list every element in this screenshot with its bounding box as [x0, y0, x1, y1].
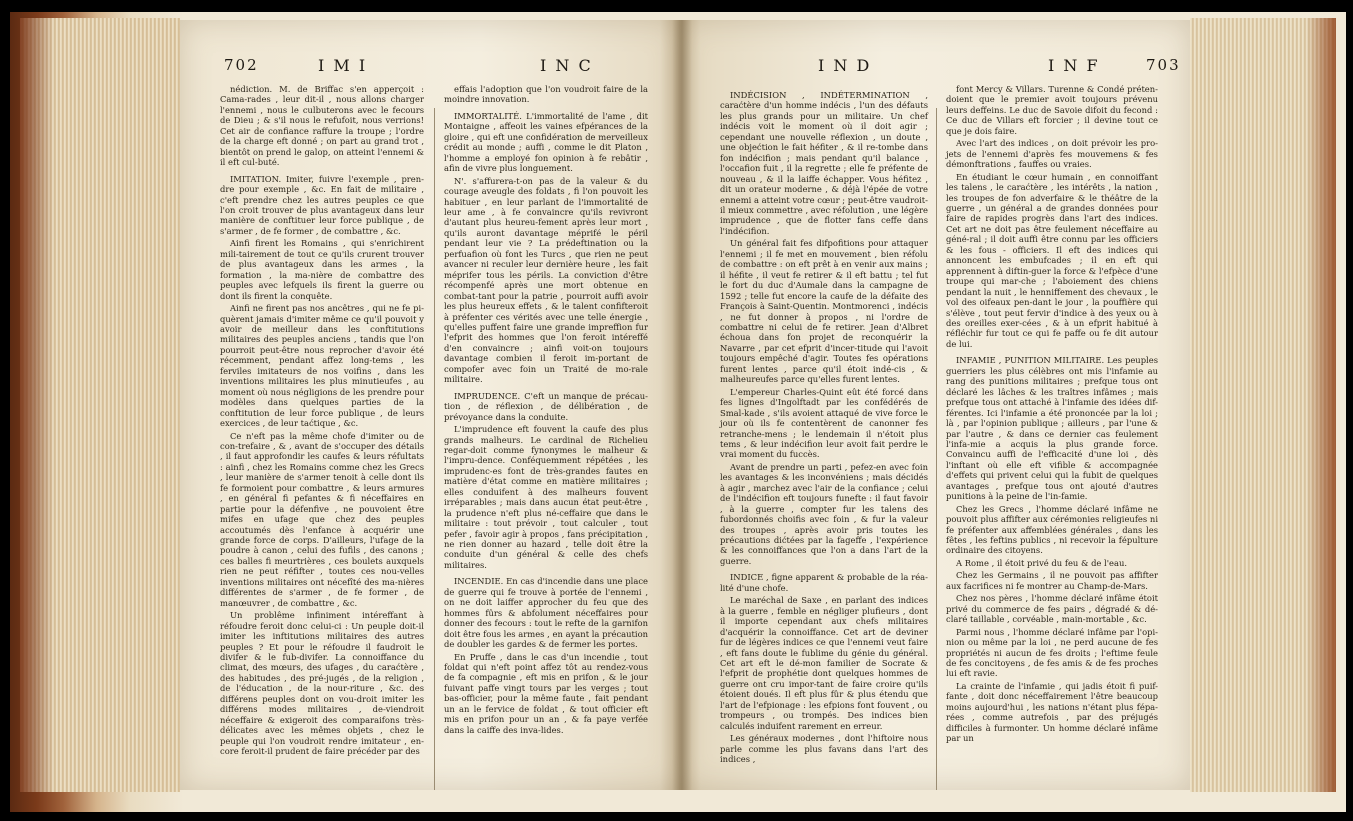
paragraph: La crainte de l'infamie , qui jadis étoit fi puif-fante , doit donc néceffairement l'être beaucoup moins aujourd'hui , les nations n'étant plus fépa-rées , comme autrefois , par des préjugés difficiles à furmonter. Un homme déclaré infâme par un — [946, 680, 1158, 744]
paragraph: Un général fait fes difpofitions pour attaquer l'ennemi ; il fe met en mouvement , bien réfolu de combattre : on eft prêt à en venir aux mains ; il héfite , il veut fe retirer & il eft battu ; tel fut le fort du duc d'Aumale dans la campagne de 1592 ; telle fut encore la caufe de la défaite des François à Saint-Quentin. Montmorenci , indécis , ne fut donner à propos , ni l'ordre de combattre ni celui de fe retirer. Jean d'Albret échoua dans fon projet de reconquérir la Navarre , par cet efprit d'incer-titude qui l'avoit toujours empêché d'agir. Toutes fes opérations furent lentes , parce qu'il étoit indé-cis , & malheureufes parce qu'elles furent lentes. — [720, 238, 928, 385]
left-page-number: 702 — [224, 56, 259, 74]
paragraph: INFAMIE , PUNITION MILITAIRE. Les peuples guerriers les plus célèbres ont mis l'infamie au rang des punitions militaires ; prefque tous ont déclaré les lâches & les traîtres infâmes ; mais prefque tous ont attaché à l'infamie des idées dif-férentes. Ici l'infamie a été prononcée par la loi ; là , par l'opinion publique ; ailleurs , par l'une & par l'autre , & dans ce dernier cas feulement l'infa-mie a acquis la plus grande force. Convaincu auffi de l'efficacité d'une loi , dès l'inftant où elle eft vifible & accompagnée d'effets qui privent celui qui la fubit de quelques avantages , prefque tous ont ajouté d'autres punitions à la peine de l'in-famie. — [946, 355, 1158, 502]
left-column-2 — [444, 84, 648, 737]
paragraph: Chez les Grecs , l'homme déclaré infâme ne pouvoit plus affifter aux cérémonies religieufes ni fe préfenter aux affemblées générales , dans les fêtes , les feftins publics , ni recevoir la fépulture ordinaire des citoyens. — [946, 503, 1158, 556]
right-column-1 — [720, 84, 928, 767]
left-running-header — [210, 54, 660, 80]
paragraph: nédiction. M. de Briffac s'en apperçoit : Cama-rades , leur dit-il , nous allons charger l'ennemi , nous le culbuterons avec le fecours de Dieu ; & s'il nous le refufoit, nous verrions! Cet air de confiance raffure la troupe ; l'ordre de la charge eft donné ; on part au grand trot , bientôt on prend le galop, on atteint l'ennemi & il eft cul-buté. — [220, 84, 424, 168]
right-column-2 — [946, 84, 1158, 746]
paragraph: Avec l'art des indices , on doit prévoir les pro-jets de l'ennemi d'après fes mouvemens & fes démonftrations , fauffes ou vraies. — [946, 138, 1158, 170]
paragraph: font Mercy & Villars. Turenne & Condé préten-doient que le premier avoit toujours prévenu leurs deffeins. Le duc de Savoie difoit du fecond : Ce duc de Villars eft forcier ; il devine tout ce que je dois faire. — [946, 84, 1158, 136]
paragraph: Le maréchal de Saxe , en parlant des indices à la guerre , femble en négliger plufieurs , dont il importe cependant aux chefs militaires d'acquérir la connoiffance. Cet art de deviner fur de légères indices ce que l'ennemi veut faire , eft fans doute le fublime du génie du général. Cet art eft le dé-mon familier de Socrate & l'efprit de prophétie dont quelques hommes de guerre ont cru impor-tant de faire croire qu'ils étoient doués. Il eft plus fûr & plus étendu que l'art de l'efpionage : les efpions font fouvent , ou trompeurs , ou trompés. Des indices bien calculés induifent rarement en erreur. — [720, 595, 928, 731]
paragraph: Ce n'eft pas la même chofe d'imiter ou de con-trefaire , & , avant de s'occuper des détails , il faut approfondir les caufes & leurs réfultats : ainfi , chez les Romains comme chez les Grecs , leur manière de s'armer tenoit à celle dont ils fe formoient pour combattre , & leurs armures , en général fi pefantes & fi néceffaires en partie pour la défenfive , ne pouvoient être mifes en ufage que chez des peuples accoutumés dès l'enfance à acquérir une grande force de corps. D'ailleurs, l'ufage de la poudre à canon , celui des fufils , des canons ; ces balles fi meurtrières , ces boulets auxquels rien ne peut réfifter , toutes ces nou-velles inventions militaires ont nécefîté des ma-nières différentes de s'armer , de fe former , de manœuvrer , de combattre , &c. — [220, 430, 424, 608]
paragraph: Parmi nous , l'homme déclaré infâme par l'opi-nion ou même par la loi , ne perd aucune de fes propriétés ni aucun de fes droits ; l'eftime feule de fes concitoyens , de fes amis & de fes proches lui eft ravie. — [946, 626, 1158, 679]
paragraph: Chez nos pères , l'homme déclaré infâme étoit privé du commerce de fes pairs , dégradé & dé-claré taillable , corvéable , main-mortable , &c. — [946, 593, 1158, 625]
right-header-word-1: I N D — [818, 56, 872, 75]
paragraph: Ainfi firent les Romains , qui s'enrichirent mili-tairement de tout ce qu'ils crurent trouver de plus avantageux dans les armes , la formation , la ma-nière de combattre des peuples avec lefquels ils firent la guerre ou dont ils firent la conquête. — [220, 238, 424, 301]
column-rule — [434, 108, 435, 790]
left-column-1 — [220, 84, 424, 759]
paragraph: INDÉCISION , INDÉTERMINATION , caraćtère d'un homme indécis , l'un des défauts les plus grands pour un militaire. Un chef indécis voit le moment où il doit agir ; cependant une nouvelle réflexion , un doute , une objećtion le fait héfiter , & il re-tombe dans fon indécifion ; mais pendant qu'il balance , l'occafion fuit , il la regrette ; elle fe préfente de nouveau , & il la laiffe échapper. Vous héfitez , dit un orateur moderne , & déjà l'épée de votre ennemi a atteint votre cœur ; peut-être vaudroit-il mieux commettre , avec réfolution , une légère imprudence , que de flotter fans ceffe dans l'indécifion. — [720, 90, 928, 236]
left-page — [180, 20, 680, 790]
left-header-word-1: I M I — [318, 56, 368, 75]
paragraph: IMPRUDENCE. C'eft un manque de précau-tion , de réflexion , de délibération , de prévoyance dans la conduite. — [444, 390, 648, 422]
right-page-number: 703 — [1146, 56, 1181, 74]
right-header-word-2: I N F — [1048, 56, 1100, 75]
paragraph: En étudiant le cœur humain , en connoiffant les talens , le caraćtère , les intérêts , la nation , les troupes de fon adverfaire & le théâtre de la guerre , un général a de grandes données pour faire de rapides progrès dans l'art des indices. Cet art ne doit pas être feulement néceffaire au géné-ral ; il doit auffi être connu par les officiers & les fous - officiers. Il eft des indices qui annoncent les embufcades ; il en eft qui apprennent à diftin-guer la force & l'efpèce d'une troupe qui mar-che ; l'aboiement des chiens pendant la nuit , le henniffement des chevaux , le vol des oifeaux pen-dant le jour , la pouffière qui s'élève , tout peut fervir d'indice à des yeux ou à des oreilles exer-cées , & à un efprit habitué à réfléchir fur tout ce qui fe paffe ou fe dit autour de lui. — [946, 171, 1158, 349]
right-page — [680, 20, 1190, 790]
paragraph: Avant de prendre un parti , pefez-en avec foin les avantages & les inconvéniens ; mais décidés à agir , marchez avec l'air de la confiance ; celui de l'indécifion eft toujours funefte : il faut favoir , à la guerre , compter fur les talens des fubordonnés choifis avec foin , & fur la valeur des troupes , après avoir pris toutes les précautions dićtées par la fageffe , l'expérience & les connoiffances que l'on a dans l'art de la guerre. — [720, 461, 928, 566]
paragraph: INDICE , figne apparent & probable de la réa-lité d'une chofe. — [720, 572, 928, 593]
paragraph: INCENDIE. En cas d'incendie dans une place de guerre qui fe trouve à portée de l'ennemi , on ne doit laiffer approcher du feu que des hommes fûrs & abfolument néceffaires pour donner des fecours : tout le refte de la garnifon doit être fous les armes , en ayant la précaution de doubler les gardes & de fermer les portes. — [444, 576, 648, 650]
paragraph: IMMORTALITÉ. L'immortalité de l'ame , dit Montaigne , affeoit les vaines efpérances de la gloire , qui eft une confidération de merveilleux crédit au monde ; auffi , comme le dit Platon , l'homme a employé fon opinion à fe rebâtir , afin de vivre plus longuement. — [444, 110, 648, 174]
column-rule — [936, 108, 937, 790]
right-running-header — [710, 54, 1180, 80]
paragraph: IMITATION. Imiter, fuivre l'exemple , pren-dre pour exemple , &c. En fait de militaire , c'eft prendre chez les autres peuples ce que l'on croit trouver de plus avantageux dans leur manière de conftituer leur force publique , de s'armer , de fe former , de combattre , &c. — [220, 173, 424, 236]
paragraph: En Pruffe , dans le cas d'un incendie , tout foldat qui n'eft point affez tôt au rendez-vous de fa compagnie , eft mis en prifon , & le jour fuivant paffe vingt tours par les verges ; tout bas-officier, pour la même faute , fait pendant un an le fervice de foldat , & tout officier eft mis en prifon pour un an , & fa paye verfée dans la caiffe des inva-lides. — [444, 651, 648, 735]
left-page-edges — [20, 18, 180, 792]
paragraph: L'empereur Charles-Quint eût été forcé dans fes lignes d'Ingolftadt par les confédérés de Smal-kade , s'ils avoient attaqué de vive force le jour où ils fe contentèrent de canonner fes retranche-mens ; le lendemain il n'étoit plus tems , & leur indécifion leur avoit fait perdre le vrai moment du fuccès. — [720, 386, 928, 460]
paragraph: A Rome , il étoit privé du feu & de l'eau. — [956, 557, 1128, 568]
paragraph: Chez les Germains , il ne pouvoit pas affifter aux facrifices ni fe montrer au Champ-de-Mars. — [946, 570, 1158, 591]
left-header-word-2: I N C — [540, 56, 593, 75]
paragraph: L'imprudence eft fouvent la caufe des plus grands malheurs. Le cardinal de Richelieu regar-doit comme fynonymes le malheur & l'impru-dence. Conféquemment répétées , les imprudenc-es font de très-grandes fautes en matière d'état comme en matière militaires ; elles conduifent à des malheurs fouvent irréparables ; mais dans aucun état peut-être , la prudence n'eft plus né-ceffaire que dans le militaire : tout prévoir , tout calculer , tout pefer , favoir agir à propos , fans précipitation , ne rien donner au hazard , telle doit être la conduite d'un général & celle des chefs militaires. — [444, 424, 648, 570]
paragraph: Les généraux modernes , dont l'hiftoire nous parle comme les plus favans dans l'art des indices , — [720, 733, 928, 765]
book-gutter — [672, 20, 692, 790]
paragraph: Ainfi ne firent pas nos ancêtres , qui ne fe pi-quèrent jamais d'imiter même ce qu'il pouvoit y avoir de meilleur dans les conftitutions militaires des peuples anciens , tandis que l'on pourroit peut-être nous reprocher d'avoir été récemment, pendant affez long-tems , les ferviles imitateurs de nos voifins , dans les inventions militaires les plus minutieufes , au moment où nous négligions de les prendre pour modèles dans quelques parties de la conftitution de leur force publique , de leurs exercices , de leur taćtique , &c. — [220, 303, 424, 429]
paragraph: Un problême infiniment intéreffant à réfoudre feroit donc celui-ci : Un peuple doit-il imiter les inftitutions militaires des autres peuples ? Et pour le réfoudre il faudroit le divifer & le fub-divifer. La connoiffance du climat, des mœurs, des ufages , du caraćtère , des habitudes , des pré-jugés , de la religion , de l'éducation , de la nour-riture , &c. des différens peuples dont on vou-droit imiter les différens modes militaires , de-viendroit néceffaire & exigeroit des comparaifons très-délicates avec les mêmes objets , chez le peuple qui l'on voudroit rendre imitateur , en-core feroit-il prudent de faire précéder par des — [220, 610, 424, 757]
paragraph: effais l'adoption que l'on voudroit faire de la moindre innovation. — [444, 84, 648, 105]
paragraph: N'. s'affurera-t-on pas de la valeur & du courage aveugle des foldats , fi l'on pouvoit les habituer , en leur parlant de l'immortalité de leur ame , à fe convaincre qu'ils revivront d'autant plus heureu-fement après leur mort , qu'ils auront davantage méprifé le péril pendant leur vie ? La prédeftination ou la perfuafion où font les Turcs , que rien ne peut avancer ni reculer leur dernière heure , les fait méprifer tous les périls. La conviction d'être récompenfé après une mort obtenue en combat-tant pour la patrie , pourroit auffi avoir les plus heureux effets , & le talent confifteroit à préfenter ces vérités avec une telle énergie , qu'elles puffent faire une grande impreffion fur l'efprit des hommes que l'on feroit intéreffé d'en convaincre ; ainfi voit-on toujours davantage combien il feroit im-portant de compofer avec foin un Traité de mo-rale militaire. — [444, 175, 648, 385]
right-page-edges — [1190, 18, 1336, 792]
